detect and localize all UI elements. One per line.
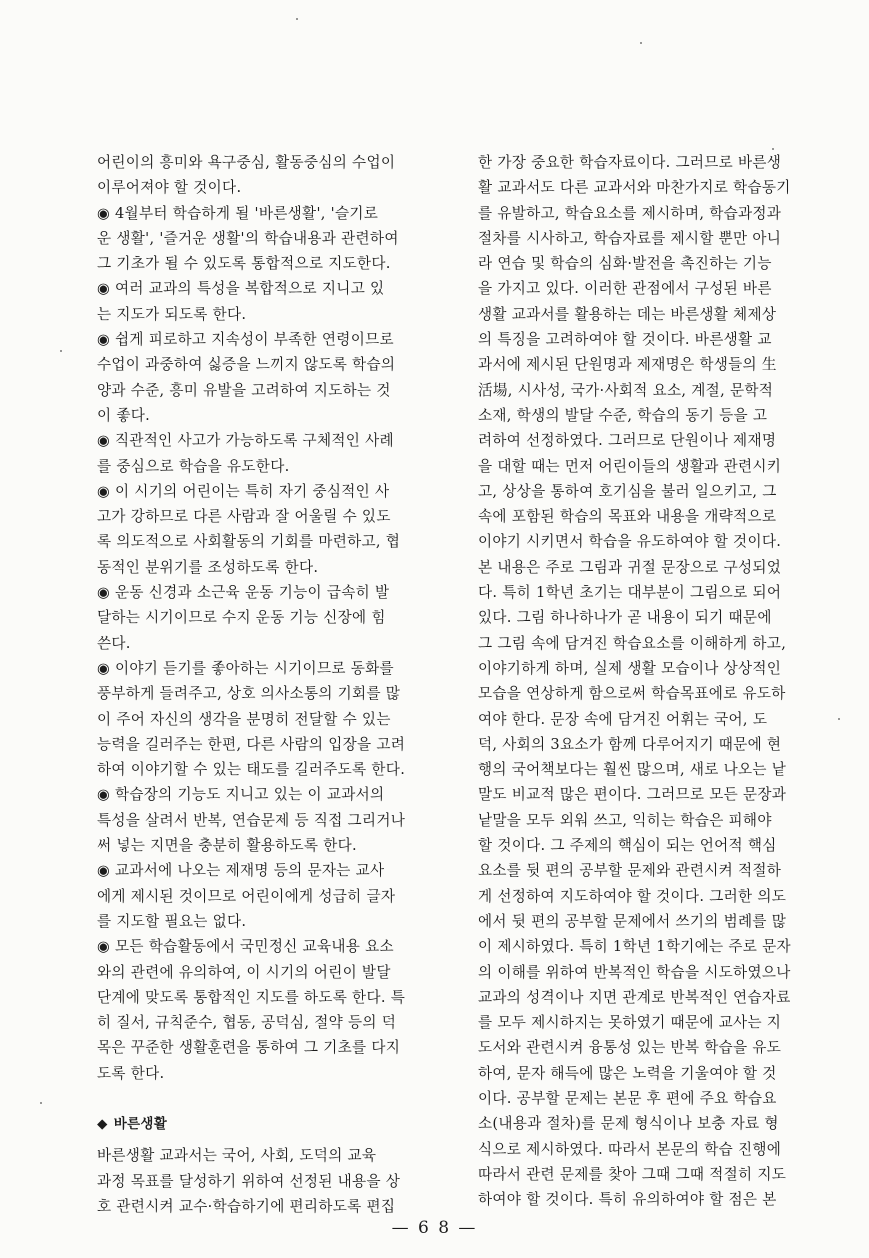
scan-speck [838,718,840,720]
text-line: 소(내용과 절차)를 문제 형식이나 보충 자료 형 [478,1115,779,1133]
text-line: 하여야 할 것이다. 특히 유의하여야 할 점은 본 [478,1191,777,1209]
text-line: 이 주어 자신의 생각을 분명히 전달할 수 있는 [97,710,391,728]
text-line: 있다. 그림 하나하나가 곧 내용이 되기 때문에 [478,609,772,627]
text-line: 이야기하게 하며, 실제 생활 모습이나 상상적인 [478,659,782,677]
text-line: 의 이해를 위하여 반복적인 학습을 시도하였으나 [478,963,791,981]
text-line: 요소를 뒷 편의 공부할 문제와 관련시켜 적절하 [478,862,782,880]
text-line: 쓴다. [97,634,131,652]
text-line: 호 관련시켜 교수·학습하기에 편리하도록 편집 [97,1197,396,1215]
text-line: 를 유발하고, 학습요소를 제시하며, 학습과정과 [478,204,782,222]
text-line: 와의 관련에 유의하여, 이 시기의 어린이 발달 [97,963,391,981]
text-line: 이 제시하였다. 특히 1학년 1학기에는 주로 문자 [478,938,791,956]
text-line: 는 지도가 되도록 한다. [97,305,247,323]
text-line: 양과 수준, 흥미 유발을 고려하여 지도하는 것 [97,381,391,399]
text-line: 동적인 분위기를 조성하도록 한다. [97,558,319,576]
text-line: 따라서 관련 문제를 찾아 그때 그때 적절히 지도 [478,1165,787,1183]
text-line: 달하는 시기이므로 수지 운동 기능 신장에 힘 [97,609,386,627]
text-line: 고, 상상을 통하여 호기심을 불러 일으키고, 그 [478,482,777,500]
right-column [478,150,838,1212]
text-line: 교과의 성격이나 지면 관계로 반복적인 연습자료 [478,988,791,1006]
text-line: 말도 비교적 많은 편이다. 그러므로 모든 문장과 [478,786,787,804]
text-line: ◉ 이야기 듣기를 좋아하는 시기이므로 동화를 [97,659,394,677]
text-line: ◉ 모든 학습활동에서 국민정신 교육내용 요소 [97,938,394,956]
text-line: 과서에 제시된 단원명과 제재명은 학생들의 生 [478,356,777,374]
text-line: 도서와 관련시켜 융통성 있는 반복 학습을 유도 [478,1039,782,1057]
text-line: 그 기초가 될 수 있도록 통합적으로 지도한다. [97,255,391,273]
text-line: 이 좋다. [97,406,151,424]
text-line: 수업이 과중하여 싫증을 느끼지 않도록 학습의 [97,356,396,374]
text-line: ◉ 쉽게 피로하고 지속성이 부족한 연령이므로 [97,331,394,349]
text-line: 어린이의 흥미와 욕구중심, 활동중심의 수업이 [97,154,396,171]
section-heading [97,1112,457,1137]
text-line: 능력을 길러주는 한편, 다른 사람의 입장을 고려 [97,735,406,753]
text-line: ◉ 교과서에 나오는 제재명 등의 문자는 교사 [97,862,385,880]
text-line: 다. 특히 1학년 초기는 대부분이 그림으로 되어 [478,584,782,602]
text-line: 소재, 학생의 발달 수준, 학습의 동기 등을 고 [478,406,768,424]
text-line: 식으로 제시하였다. 따라서 본문의 학습 진행에 [478,1140,782,1158]
text-line: ◉ 운동 신경과 소근육 운동 기능이 급속히 발 [97,584,390,602]
text-line: 의 특징을 고려하여야 할 것이다. 바른생활 교 [478,331,772,349]
text-line: 과정 목표를 달성하기 위하여 선정된 내용을 상 [97,1172,401,1190]
text-line: ◉ 여러 교과의 특성을 복합적으로 지니고 있 [97,280,385,298]
text-line: 이루어져야 할 것이다. [97,179,242,197]
text-line: 그 그림 속에 담겨진 학습요소를 이해하게 하고, [478,634,787,652]
text-line: 를 중심으로 학습을 유도한다. [97,457,290,475]
text-line: 을 가지고 있다. 이러한 관점에서 구성된 바른 [478,280,772,298]
scan-speck [60,350,62,352]
scan-speck [40,1102,42,1104]
text-line: 도록 한다. [97,1064,165,1082]
text-line: 活場, 시사성, 국가·사회적 요소, 계절, 문학적 [478,381,774,399]
text-line: 활 교과서도 다른 교과서와 마찬가지로 학습동기 [478,179,791,197]
text-line: 히 질서, 규칙준수, 협동, 공덕심, 절약 등의 덕 [97,1014,397,1032]
diamond-marker: ◆ [97,1115,108,1132]
text-line: ◉ 이 시기의 어린이는 특히 자기 중심적인 사 [97,482,390,500]
text-line: 이야기 시키면서 학습을 유도하여야 할 것이다. [478,533,782,551]
text-line: 절차를 시사하고, 학습자료를 제시할 뿐만 아니 [478,229,782,247]
text-line: 바른생활 교과서는 국어, 사회, 도덕의 교육 [97,1147,377,1165]
text-line: 낱말을 모두 외워 쓰고, 익히는 학습은 피해야 [478,811,772,829]
scan-speck [640,42,642,44]
text-line: 모습을 연상하게 함으로써 학습목표에로 유도하 [478,685,786,703]
text-line: 한 가장 중요한 학습자료이다. 그러므로 바른생 [478,154,782,171]
text-line: 행의 국어책보다는 훨씬 많으며, 새로 나오는 낱 [478,761,787,779]
scan-speck [296,18,298,20]
text-line: 하여 이야기할 수 있는 태도를 길러주도록 한다. [97,761,406,779]
text-line: 목은 꾸준한 생활훈련을 통하여 그 기초를 다지 [97,1039,401,1057]
text-line: 본 내용은 주로 그림과 귀절 문장으로 구성되었 [478,558,782,576]
text-line: ◉ 직관적인 사고가 가능하도록 구체적인 사례 [97,432,394,450]
text-line: 록 의도적으로 사회활동의 기회를 마련하고, 협 [97,533,401,551]
text-line: 운 생활', '즐거운 생활'의 학습내용과 관련하여 [97,229,399,247]
text-line: 라 연습 및 학습의 심화·발전을 촉진하는 기능 [478,255,772,273]
text-line: ◉ 4월부터 학습하게 될 '바른생활', '슬기로 [97,204,379,222]
text-line: 생활 교과서를 활용하는 데는 바른생활 체제상 [478,305,777,323]
text-line: 하여, 문자 해득에 많은 노력을 기울여야 할 것 [478,1064,777,1082]
text-line: 을 대할 때는 먼저 어린이들의 생활과 관련시키 [478,457,782,475]
text-line: 속에 포함된 학습의 목표와 내용을 개략적으로 [478,508,777,526]
text-line: 에서 뒷 편의 공부할 문제에서 쓰기의 범례를 많 [478,912,787,930]
text-line: 풍부하게 들려주고, 상호 의사소통의 기회를 많 [97,685,401,703]
page-number: — 6 8 — [391,1218,478,1238]
text-line: 를 모두 제시하지는 못하였기 때문에 교사는 지 [478,1014,782,1032]
text-line: 덕, 사회의 3요소가 함께 다루어지기 때문에 현 [478,735,782,753]
text-line: 를 지도할 필요는 없다. [97,912,247,930]
text-line: 할 것이다. 그 주제의 핵심이 되는 언어적 핵심 [478,837,777,855]
scan-speck [772,148,774,150]
text-line: 려하여 선정하였다. 그러므로 단원이나 제재명 [478,432,777,450]
text-line: 에게 제시된 것이므로 어린이에게 성급히 글자 [97,887,396,905]
section-body [97,1143,457,1219]
text-line: 여야 한다. 문장 속에 담겨진 어휘는 국어, 도 [478,710,768,728]
left-column [97,150,457,1219]
text-line: 특성을 살려서 반복, 연습문제 등 직접 그리거나 [97,811,406,829]
text-line: 단계에 맞도록 통합적인 지도를 하도록 한다. 특 [97,988,406,1006]
left-paragraphs [97,150,457,1086]
text-line: ◉ 학습장의 기능도 지니고 있는 이 교과서의 [97,786,385,804]
section-heading-text: 바른생활 [113,1115,168,1132]
text-line: 고가 강하므로 다른 사람과 잘 어울릴 수 있도 [97,508,391,526]
text-line: 써 넣는 지면을 충분히 활용하도록 한다. [97,837,357,855]
text-line: 이다. 공부할 문제는 본문 후 편에 주요 학습요 [478,1089,777,1107]
text-line: 게 선정하여 지도하여야 할 것이다. 그러한 의도 [478,887,787,905]
